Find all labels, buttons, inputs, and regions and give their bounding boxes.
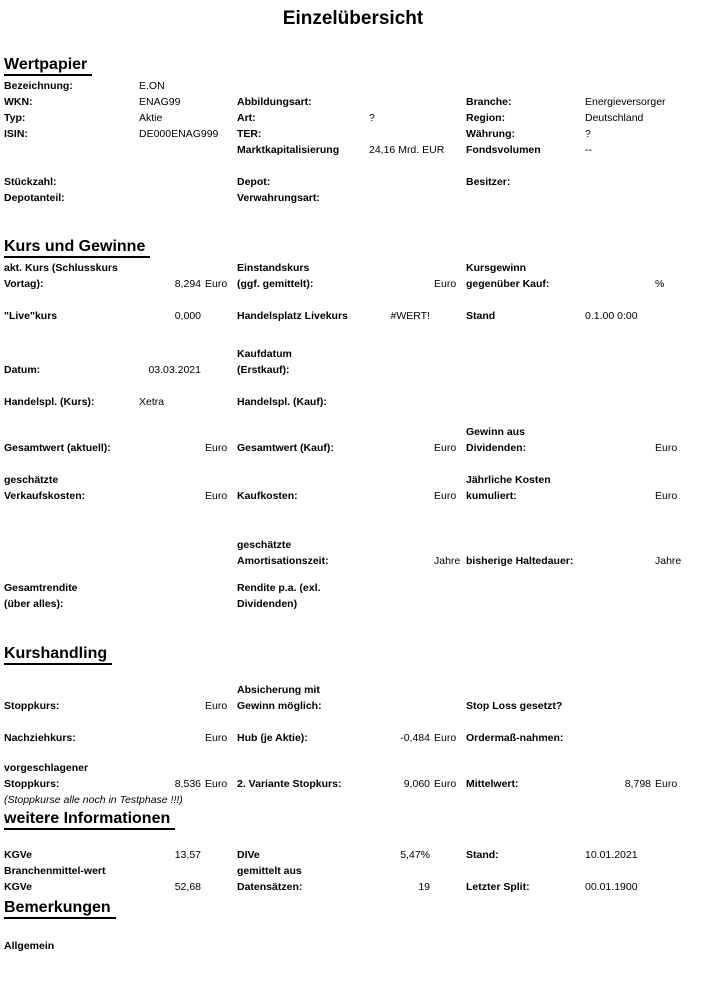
- gesamtwert-aktuell-label: Gesamtwert (aktuell):: [4, 442, 111, 454]
- ter-label: TER:: [237, 128, 262, 140]
- gesamtwert-aktuell-unit: Euro: [205, 442, 228, 454]
- art-label: Art:: [237, 112, 256, 124]
- row-vorgeschlagener-stoppkurs: [4, 760, 706, 792]
- gemittelt-datensaetze-value: 19: [418, 881, 430, 893]
- row-isin-ter-waehrung: [4, 126, 706, 142]
- row-typ-art-region: [4, 110, 706, 126]
- wkn-value: ENAG99: [139, 96, 181, 108]
- row-allgemein: [4, 938, 706, 954]
- letzter-split-value: 00.01.1900: [585, 881, 638, 893]
- kaufkosten-unit: Euro: [434, 490, 457, 502]
- branche-value: Energieversorger: [585, 96, 666, 108]
- page-title: Einzelübersicht: [282, 8, 424, 29]
- typ-value: Aktie: [139, 112, 163, 124]
- stoppkurs-label: Stoppkurs:: [4, 700, 60, 712]
- bezeichnung-label: Bezeichnung:: [4, 80, 73, 92]
- depotanteil-label: Depotanteil:: [4, 192, 65, 204]
- section-wertpapier-heading-block: [4, 56, 706, 76]
- depot-label: Depot:: [237, 176, 271, 188]
- row-aktkurs-einstand-kursgewinn: [4, 260, 706, 292]
- row-kgve-dive-stand: [4, 847, 706, 863]
- haltedauer-label: bisherige Haltedauer:: [466, 555, 574, 567]
- jaehrliche-kosten-unit: Euro: [655, 490, 678, 502]
- row-depotanteil-verwahrung: [4, 190, 706, 206]
- ordermassnahmen-label: Ordermaß-nahmen:: [466, 732, 564, 744]
- row-branchenmittel-split: [4, 863, 706, 895]
- section-heading-kurs-und-gewinne: Kurs und Gewinne: [4, 238, 150, 258]
- gewinn-dividenden-unit: Euro: [655, 442, 678, 454]
- section-weitere-heading-block: [4, 810, 706, 830]
- stop-loss-label: Stop Loss gesetzt?: [466, 700, 563, 712]
- verwahrungsart-label: Verwahrungsart:: [237, 192, 320, 204]
- waehrung-value: ?: [585, 128, 591, 140]
- akt-kurs-value: 8,294: [174, 278, 201, 290]
- section-kurs-heading-block: [4, 238, 706, 258]
- waehrung-label: Währung:: [466, 128, 515, 140]
- variante2-stopkurs-value: 9,060: [403, 778, 430, 790]
- handelsplatz-kurs-label: Handelspl. (Kurs):: [4, 396, 95, 408]
- typ-label: Typ:: [4, 112, 26, 124]
- region-label: Region:: [466, 112, 506, 124]
- variante2-stopkurs-label: 2. Variante Stopkurs:: [237, 778, 342, 790]
- letzter-split-label: Letzter Split:: [466, 881, 530, 893]
- kaufdatum-label: Kaufdatum (Erstkauf):: [237, 348, 292, 376]
- gemittelt-datensaetze-label: gemittelt aus Datensätzen:: [237, 865, 303, 893]
- row-gesamtwert-dividenden: [4, 424, 706, 456]
- stoppkurs-unit: Euro: [205, 700, 228, 712]
- row-stoppkurs-absicherung: [4, 682, 706, 714]
- marktkapitalisierung-value: 24,16 Mrd. EUR: [369, 144, 445, 156]
- gesamtrendite-label: Gesamtrendite (über alles):: [4, 582, 78, 610]
- testphase-note: (Stoppkurse alle noch in Testphase !!!): [4, 794, 183, 806]
- branchenmittel-kgve-value: 52,68: [174, 881, 201, 893]
- verkaufskosten-label: geschätzte Verkaufskosten:: [4, 474, 86, 502]
- stueckzahl-label: Stückzahl:: [4, 176, 57, 188]
- jaehrliche-kosten-label: Jährliche Kosten kumuliert:: [466, 474, 551, 502]
- stand-info-label: Stand:: [466, 849, 499, 861]
- verkaufskosten-unit: Euro: [205, 490, 228, 502]
- row-kosten: [4, 472, 706, 504]
- variante2-stopkurs-unit: Euro: [434, 778, 457, 790]
- hub-label: Hub (je Aktie):: [237, 732, 308, 744]
- handelsplatz-kauf-label: Handelspl. (Kauf):: [237, 396, 327, 408]
- wkn-label: WKN:: [4, 96, 33, 108]
- row-gesamtrendite: [4, 580, 706, 612]
- besitzer-label: Besitzer:: [466, 176, 511, 188]
- kgve-label: KGVe: [4, 849, 33, 861]
- kursgewinn-unit: %: [655, 278, 665, 290]
- section-heading-weitere-informationen: weitere Informationen: [4, 810, 175, 830]
- mittelwert-unit: Euro: [655, 778, 678, 790]
- section-bemerkungen-heading-block: [4, 899, 706, 919]
- dive-label: DIVe: [237, 849, 260, 861]
- absicherung-label: Absicherung mit Gewinn möglich:: [237, 684, 322, 712]
- vorgeschlagener-stoppkurs-label: vorgeschlagener Stoppkurs:: [4, 762, 89, 790]
- handelsplatz-livekurs-value: #WERT!: [390, 310, 430, 322]
- isin-value: DE000ENAG999: [139, 128, 219, 140]
- akt-kurs-unit: Euro: [205, 278, 228, 290]
- vorgeschlagener-stoppkurs-value: 8,536: [174, 778, 201, 790]
- row-amortisation-haltedauer: [4, 537, 706, 569]
- row-marktkap-fonds: [4, 142, 706, 158]
- amortisationszeit-label: geschätzte Amortisationszeit:: [237, 539, 329, 567]
- datum-label: Datum:: [4, 364, 41, 376]
- gesamtwert-kauf-unit: Euro: [434, 442, 457, 454]
- section-kurshandling-heading-block: [4, 645, 706, 665]
- section-heading-bemerkungen: Bemerkungen: [4, 899, 116, 919]
- kaufkosten-label: Kaufkosten:: [237, 490, 298, 502]
- datum-value: 03.03.2021: [148, 364, 201, 376]
- livekurs-label: "Live"kurs: [4, 310, 58, 322]
- stand-info-value: 10.01.2021: [585, 849, 638, 861]
- hub-unit: Euro: [434, 732, 457, 744]
- section-heading-kurshandling: Kurshandling: [4, 645, 112, 665]
- art-value: ?: [369, 112, 375, 124]
- row-nachziehkurs-hub: [4, 730, 706, 746]
- handelsplatz-kurs-value: Xetra: [139, 396, 165, 408]
- abbildungsart-label: Abbildungsart:: [237, 96, 312, 108]
- kgve-value: 13,57: [174, 849, 201, 861]
- fondsvolumen-value: --: [585, 144, 592, 156]
- allgemein-label: Allgemein: [4, 940, 55, 952]
- livekurs-value: 0,000: [174, 310, 201, 322]
- kursgewinn-label: Kursgewinn gegenüber Kauf:: [466, 262, 550, 290]
- bezeichnung-value: E.ON: [139, 80, 165, 92]
- handelsplatz-livekurs-label: Handelsplatz Livekurs: [237, 310, 348, 322]
- row-wkn-branche: [4, 94, 706, 110]
- rendite-pa-label: Rendite p.a. (exl. Dividenden): [237, 582, 321, 610]
- row-handelsplatz: [4, 394, 706, 410]
- branchenmittel-kgve-label: Branchenmittel-wert KGVe: [4, 865, 106, 893]
- region-value: Deutschland: [585, 112, 644, 124]
- row-livekurs: [4, 308, 706, 324]
- einstandskurs-label: Einstandskurs (ggf. gemittelt):: [237, 262, 314, 290]
- vorgeschlagener-stoppkurs-unit: Euro: [205, 778, 228, 790]
- einstandskurs-unit: Euro: [434, 278, 457, 290]
- row-datum-kaufdatum: [4, 346, 706, 378]
- marktkapitalisierung-label: Marktkapitalisierung: [237, 144, 340, 156]
- hub-value: -0,484: [400, 732, 430, 744]
- mittelwert-value: 8,798: [624, 778, 651, 790]
- nachziehkurs-unit: Euro: [205, 732, 228, 744]
- row-bezeichnung: [4, 78, 706, 94]
- mittelwert-label: Mittelwert:: [466, 778, 519, 790]
- branche-label: Branche:: [466, 96, 512, 108]
- stand-value: 0.1.00 0:00: [585, 310, 638, 322]
- section-heading-wertpapier: Wertpapier: [4, 56, 92, 76]
- gesamtwert-kauf-label: Gesamtwert (Kauf):: [237, 442, 334, 454]
- dive-value: 5,47%: [400, 849, 430, 861]
- gewinn-dividenden-label: Gewinn aus Dividenden:: [466, 426, 527, 454]
- isin-label: ISIN:: [4, 128, 28, 140]
- fondsvolumen-label: Fondsvolumen: [466, 144, 541, 156]
- row-stueckzahl-depot-besitzer: [4, 174, 706, 190]
- haltedauer-unit: Jahre: [655, 555, 682, 567]
- akt-kurs-label: akt. Kurs (Schlusskurs Vortag):: [4, 262, 118, 290]
- stand-label: Stand: [466, 310, 496, 322]
- amortisationszeit-unit: Jahre: [434, 555, 461, 567]
- nachziehkurs-label: Nachziehkurs:: [4, 732, 76, 744]
